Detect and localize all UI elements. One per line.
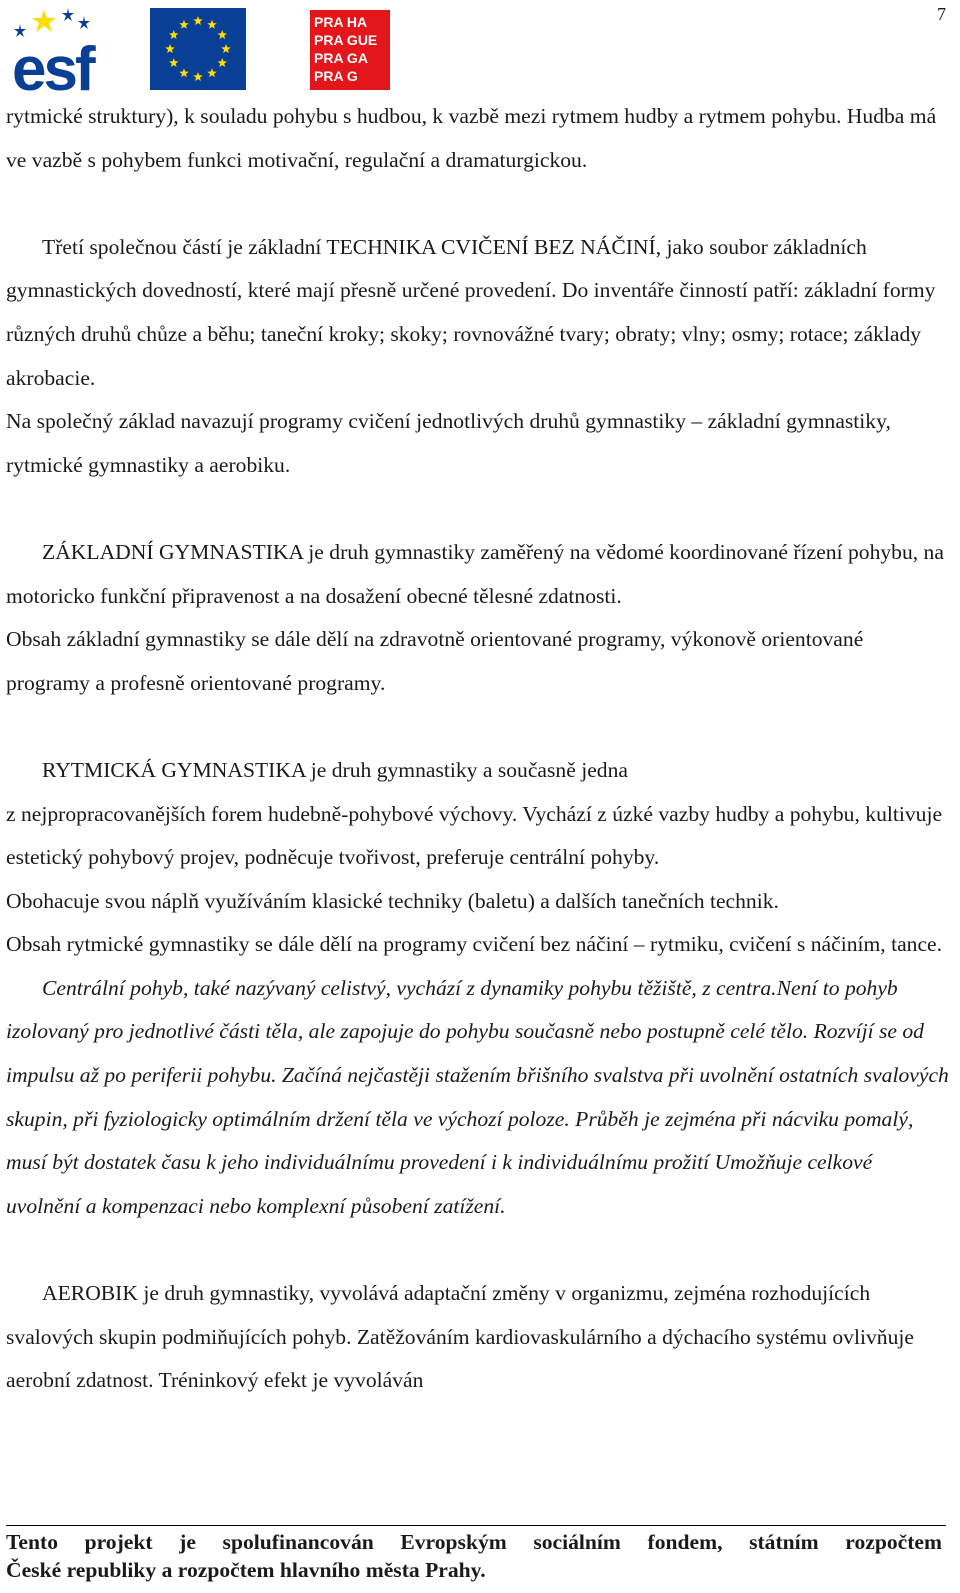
footer [6,1528,942,1584]
praha-logo [310,10,390,90]
footer-divider [6,1525,946,1526]
praha-logo-line-4: PRA G [314,68,358,84]
paragraph-spacer [6,705,950,749]
paragraph: z nejpropracovanějších forem hudebně-pohybové výchovy. Vychází z úzké vazby hudby a pohybu, kultivuje estetický pohybový projev, podněcuje tvořivost, preferuje centrální pohyby. [6,801,943,870]
esf-logo-text: esf [12,35,93,92]
paragraph: Třetí společnou částí je základní TECHNIKA CVIČENÍ BEZ NÁČINÍ, jako soubor základních gymnastických dovedností, které mají přesně určené provedení. Do inventáře činností patří: základní formy různých druhů chůze a běhu; taneční kroky; skoky; rovnovážné tvary; obraty; vlny; osmy; rotace; základy akrobacie. [6,234,936,390]
paragraph: RYTMICKÁ GYMNASTIKA je druh gymnastiky a současně jedna [42,757,628,782]
paragraph: Obohacuje svou náplň využíváním klasické techniky (baletu) a dalších tanečních technik. [6,888,779,913]
document-body [6,95,950,1403]
paragraph: Na společný základ navazují programy cvičení jednotlivých druhů gymnastiky – základní gymnastiky, rytmické gymnastiky a aerobiku. [6,409,891,477]
paragraph: Obsah základní gymnastiky se dále dělí na zdravotně orientované programy, výkonově orientované programy a profesně orientované programy. [6,627,864,695]
paragraph: ZÁKLADNÍ GYMNASTIKA je druh gymnastiky zaměřený na vědomé koordinované řízení pohybu, na motoricko funkční připravenost a na dosažení obecné tělesné zdatnosti. [6,539,944,608]
paragraph-spacer [6,1228,950,1272]
page-number: 7 [937,4,946,24]
esf-logo [10,6,248,92]
paragraph-spacer [6,182,950,226]
praha-logo-line-2: PRA GUE [314,32,378,48]
praha-logo-line-3: PRA GA [314,50,368,66]
paragraph: AEROBIK je druh gymnastiky, vyvolává adaptační změny v organizmu, zejména rozhodujících svalových skupin podmiňujících pohyb. Zatěžováním kardiovaskulárního a dýchacího systému ovlivňuje aerobní zdatnost. Tréninkový efekt je vyvoláván [6,1281,914,1393]
footer-line-2: České republiky a rozpočtem hlavního města Prahy. [6,1558,486,1582]
italic-paragraph: Centrální pohyb, také nazývaný celistvý, vychází z dynamiky pohybu těžiště, z centra.Není to pohyb izolovaný pro jednotlivé části těla, ale zapojuje do pohybu současně nebo postupně celé tělo. Rozvíjí se od impulsu až po periferii pohybu. Začíná nejčastěji stažením břišního svalstva při uvolnění ostatních svalových skupin, při fyziologicky optimálním držení těla ve výchozí poloze. Průběh je zejména při nácviku pomalý, musí být dostatek času k jeho individuálnímu provedení i k individuálnímu prožití Umožňuje celkové uvolnění a kompenzaci nebo komplexní působení zatížení. [6,975,949,1218]
footer-line-1: Tento projekt je spolufinancován Evropským sociálním fondem, státním rozpočtem [6,1530,942,1554]
paragraph: rytmické struktury), k souladu pohybu s hudbou, k vazbě mezi rytmem hudby a rytmem pohybu. Hudba má ve vazbě s pohybem funkci motivační, regulační a dramaturgickou. [6,104,937,172]
praha-logo-line-1: PRA HA [314,14,368,30]
paragraph-spacer [6,487,950,531]
paragraph: Obsah rytmické gymnastiky se dále dělí na programy cvičení bez náčiní – rytmiku, cvičení s náčiním, tance. [6,932,943,957]
